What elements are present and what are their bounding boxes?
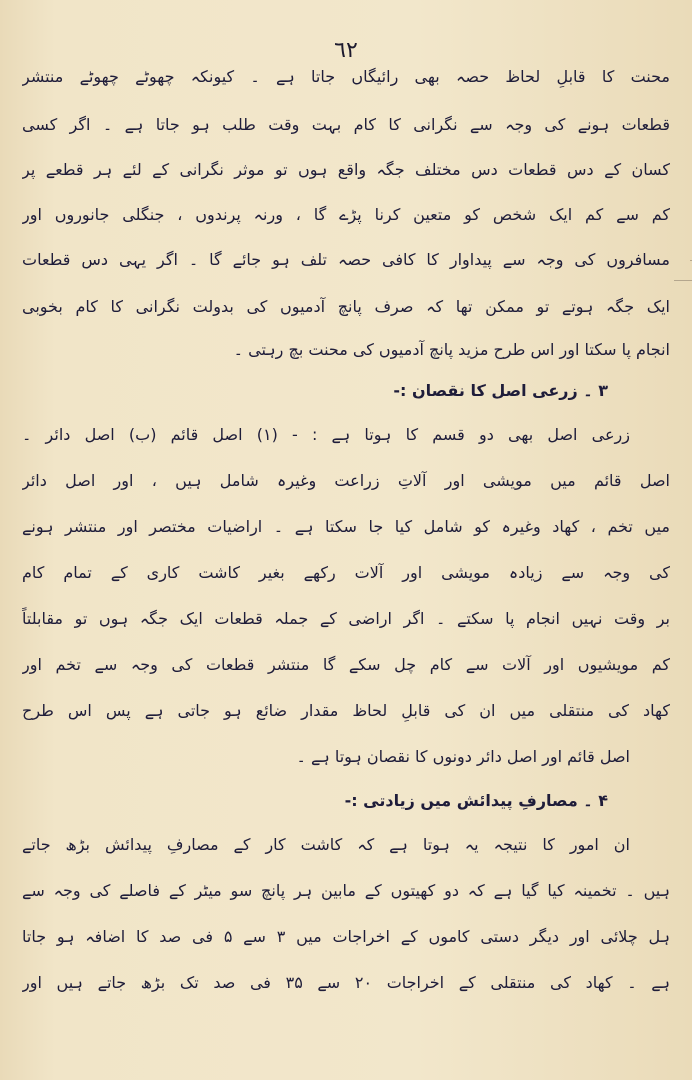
text-line: محنت کا قابلِ لحاظ حصہ بھی رائیگاں جاتا ہے ۔ کیونکہ چھوٹے چھوٹے منتشر — [22, 67, 670, 86]
text-line: ہیں ۔ تخمینہ کیا گیا ہے کہ دو کھیتوں کے مابین ہر پانچ سو میٹر کے فاصلے کی وجہ سے — [22, 881, 670, 900]
text-line: کم مویشیوں اور آلات سے کام چل سکے گا منتشر قطعات کی وجہ سے تخم اور — [22, 655, 670, 674]
text-line: قطعات ہونے کی وجہ سے نگرانی کا کام بہت وقت طلب ہو جاتا ہے ۔ اگر کسی — [22, 115, 670, 134]
page-number: ٦٢ — [334, 38, 358, 63]
text-line: انجام پا سکتا اور اس طرح مزید پانچ آدمیوں کی محنت بچ رہتی ۔ — [233, 340, 670, 359]
text-line: ہے ۔ کھاد کی منتقلی کے اخراجات ۲۰ سے ۳۵ فی صد تک بڑھ جاتے ہیں اور — [22, 973, 670, 992]
margin-mark — [674, 280, 692, 281]
text-line: اصل قائم اور اصل دائر دونوں کا نقصان ہوتا ہے ۔ — [296, 747, 630, 766]
text-line: زرعی اصل بھی دو قسم کا ہوتا ہے : - (۱) اصل قائم (ب) اصل دائر ۔ — [22, 425, 630, 444]
text-line: میں تخم ، کھاد وغیرہ کو شامل کیا جا سکتا ہے ۔ اراضیات مختصر اور منتشر ہونے — [22, 517, 670, 536]
text-line: اصل قائم میں مویشی اور آلاتِ زراعت وغیرہ شامل ہیں ، اور اصل دائر — [22, 471, 670, 490]
text-line: ایک جگہ ہوتے تو ممکن تھا کہ صرف پانچ آدمیوں کی بدولت نگرانی کا کام بخوبی — [22, 297, 670, 316]
text-line: ہل چلائی اور دیگر دستی کاموں کے اخراجات میں ۳ سے ۵ فی صد کا اضافہ ہو جاتا — [22, 927, 670, 946]
text-line: کی وجہ سے زیادہ مویشی اور آلات رکھے بغیر کاشت کاری کے تمام کام — [22, 563, 670, 582]
text-line: کسان کے دس قطعات دس مختلف جگہ واقع ہوں تو موثر نگرانی کے لئے ہر قطعے پر — [22, 160, 670, 179]
text-line: کم سے کم ایک شخص کو متعین کرنا پڑے گا ، ورنہ پرندوں ، جنگلی جانوروں اور — [22, 205, 670, 224]
section-heading: ۴ ۔ مصارفِ پیدائش میں زیادتی :- — [344, 791, 608, 810]
text-line: بر وقت نہیں انجام پا سکتے ۔ اگر اراضی کے جملہ قطعات ایک جگہ ہوں تو مقابلتاً — [22, 609, 670, 628]
text-line: کھاد کی منتقلی میں ان کی قابلِ لحاظ مقدار ضائع ہو جاتی ہے پس اس طرح — [22, 701, 670, 720]
section-heading: ۳ ۔ زرعی اصل کا نقصان :- — [393, 381, 608, 400]
text-line: مسافروں کی وجہ سے پیداوار کا کافی حصہ تلف ہو جائے گا ۔ اگر یہی دس قطعات — [22, 250, 670, 269]
text-line: ان امور کا نتیجہ یہ ہوتا ہے کہ کاشت کار کے مصارفِ پیدائش بڑھ جاتے — [22, 835, 630, 854]
